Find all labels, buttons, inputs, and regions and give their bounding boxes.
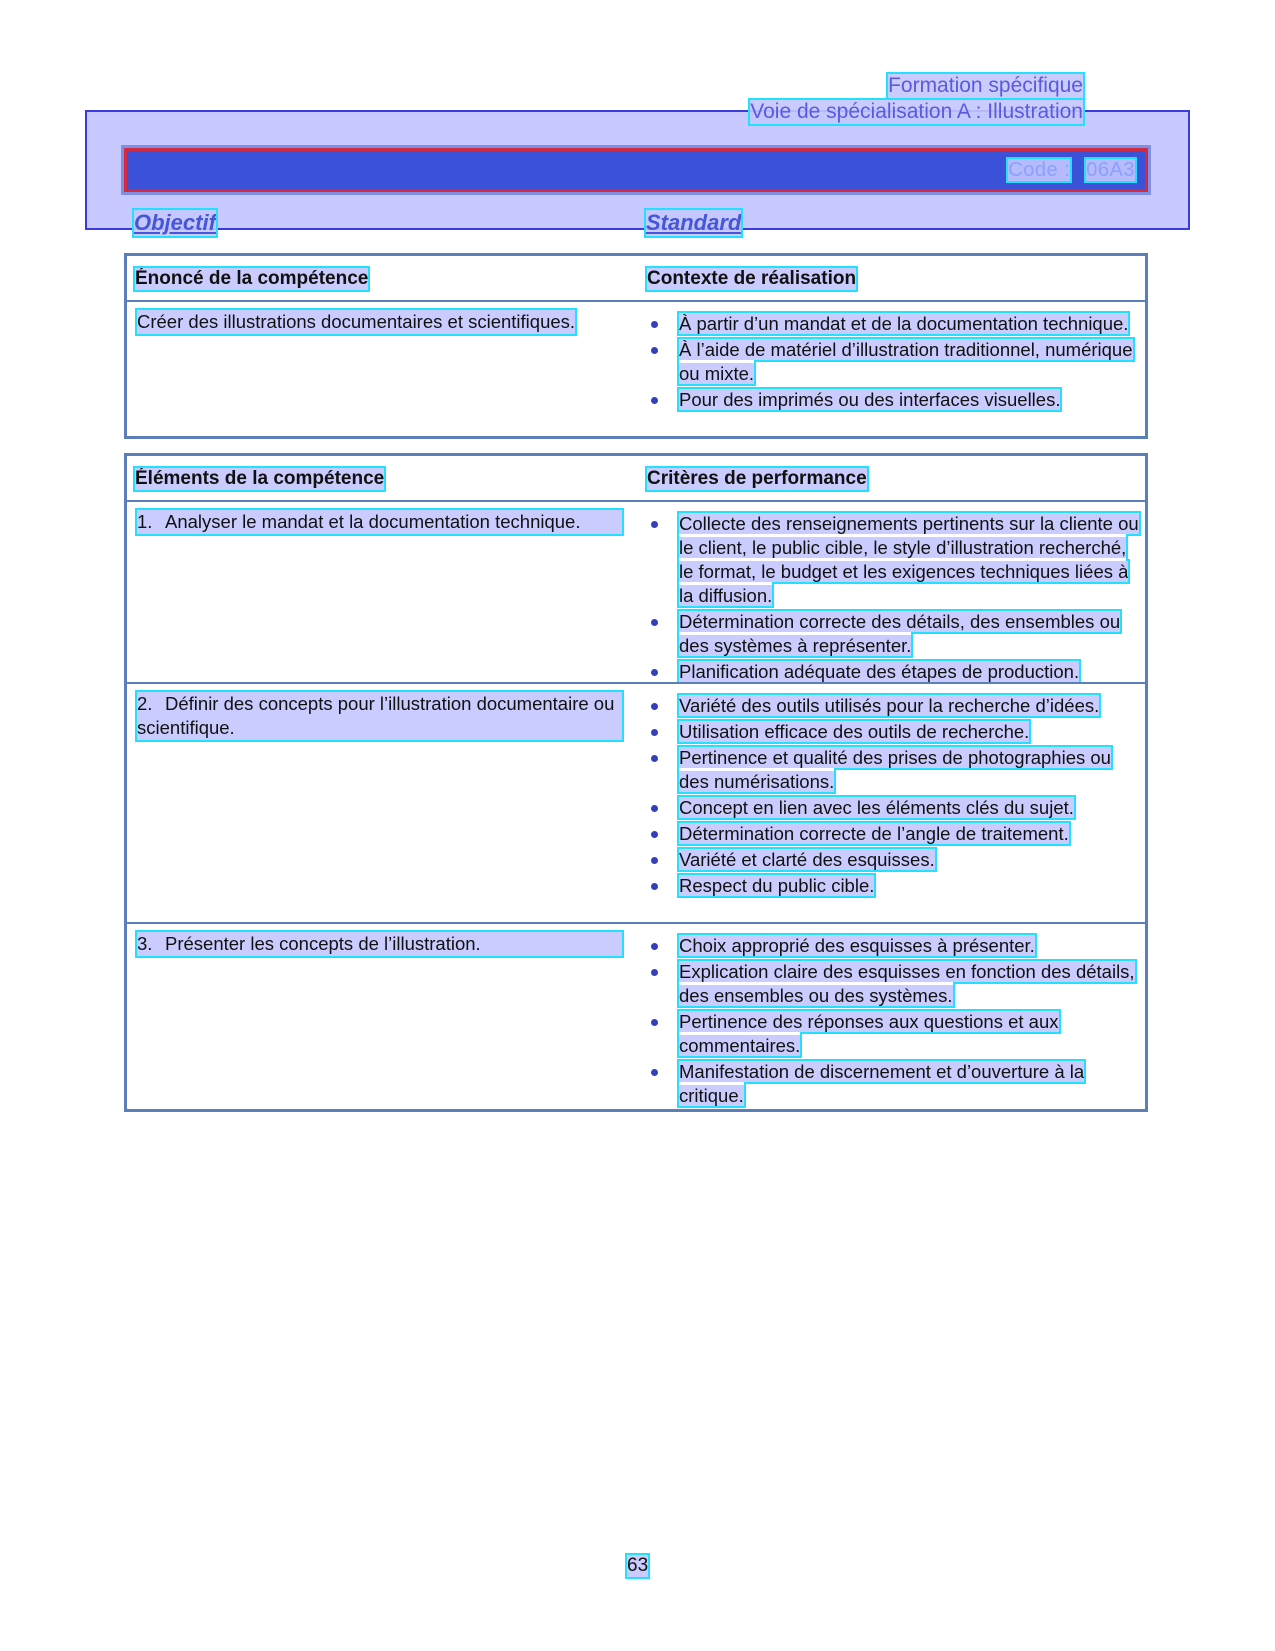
elements-header: Éléments de la compétence [135,468,385,489]
list-item: Explication claire des esquisses en fonction des détails, des ensembles ou des systèmes. [649,960,1139,1008]
program-title: Formation spécifique [888,74,1083,97]
enonce-text: Créer des illustrations documentaires et scientifiques. [137,311,576,332]
bullet-icon [651,1069,658,1076]
list-item: Variété des outils utilisés pour la recherche d’idées. [649,694,1139,718]
table-row [127,502,1145,682]
list-item: Détermination correcte des détails, des ensembles ou des systèmes à représenter. [649,610,1139,658]
list-item: Variété et clarté des esquisses. [649,848,1139,872]
list-item: Détermination correcte de l’angle de traitement. [649,822,1139,846]
competence-table [124,253,1148,439]
bullet-icon [651,969,658,976]
bullet-icon [651,703,658,710]
elements-table-header [127,456,1145,502]
bullet-icon [651,1019,658,1026]
competence-row [127,302,1145,434]
list-item: Collecte des renseignements pertinents sur la cliente ou le client, le public cible, le style d’illustration recherché, le format, le budget et les exigences techniques liées à la diffusion. [649,512,1139,608]
elements-table [124,453,1148,1112]
bullet-icon [651,805,658,812]
bullet-icon [651,321,658,328]
element-text: 3. Présenter les concepts de l’illustration. [137,932,622,956]
list-item: À l’aide de matériel d’illustration traditionnel, numérique ou mixte. [649,338,1139,386]
bullet-icon [651,831,658,838]
list-item: Concept en lien avec les éléments clés du sujet. [649,796,1139,820]
competence-table-header [127,256,1145,302]
bullet-icon [651,347,658,354]
bullet-icon [651,669,658,676]
code-bar [124,148,1148,192]
list-item: Choix approprié des esquisses à présenter. [649,934,1139,958]
criteria-list [649,512,1139,686]
list-item: Respect du public cible. [649,874,1139,898]
criteres-header: Critères de performance [647,468,867,489]
element-text: 2. Définir des concepts pour l’illustration documentaire ou scientifique. [137,692,622,740]
list-item: Pertinence et qualité des prises de photographies ou des numérisations. [649,746,1139,794]
table-row [127,922,1145,1109]
element-text: 1. Analyser le mandat et la documentation technique. [137,510,622,534]
bullet-icon [651,521,658,528]
objectif-title: Objectif [134,210,216,235]
page-number: 63 [627,1555,649,1576]
bullet-icon [651,755,658,762]
table-row [127,682,1145,922]
bullet-icon [651,729,658,736]
list-item: Pour des imprimés ou des interfaces visuelles. [649,388,1139,412]
criteria-list [649,694,1139,900]
code-value: 06A3 [1086,159,1135,181]
list-item: Pertinence des réponses aux questions et aux commentaires. [649,1010,1139,1058]
competency-code [1008,159,1135,182]
contexte-header: Contexte de réalisation [647,268,857,289]
criteria-list [649,934,1139,1110]
code-label: Code : [1008,159,1071,181]
bullet-icon [651,619,658,626]
bullet-icon [651,857,658,864]
list-item: Planification adéquate des étapes de production. [649,660,1139,684]
list-item: Manifestation de discernement et d’ouverture à la critique. [649,1060,1139,1108]
list-item: À partir d’un mandat et de la documentation technique. [649,312,1139,336]
contexte-list [649,312,1139,414]
enonce-header: Énoncé de la compétence [135,268,369,289]
list-item: Utilisation efficace des outils de recherche. [649,720,1139,744]
bullet-icon [651,883,658,890]
specialization-title: Voie de spécialisation A : Illustration [750,100,1083,123]
standard-title: Standard [646,210,742,235]
bullet-icon [651,943,658,950]
bullet-icon [651,397,658,404]
